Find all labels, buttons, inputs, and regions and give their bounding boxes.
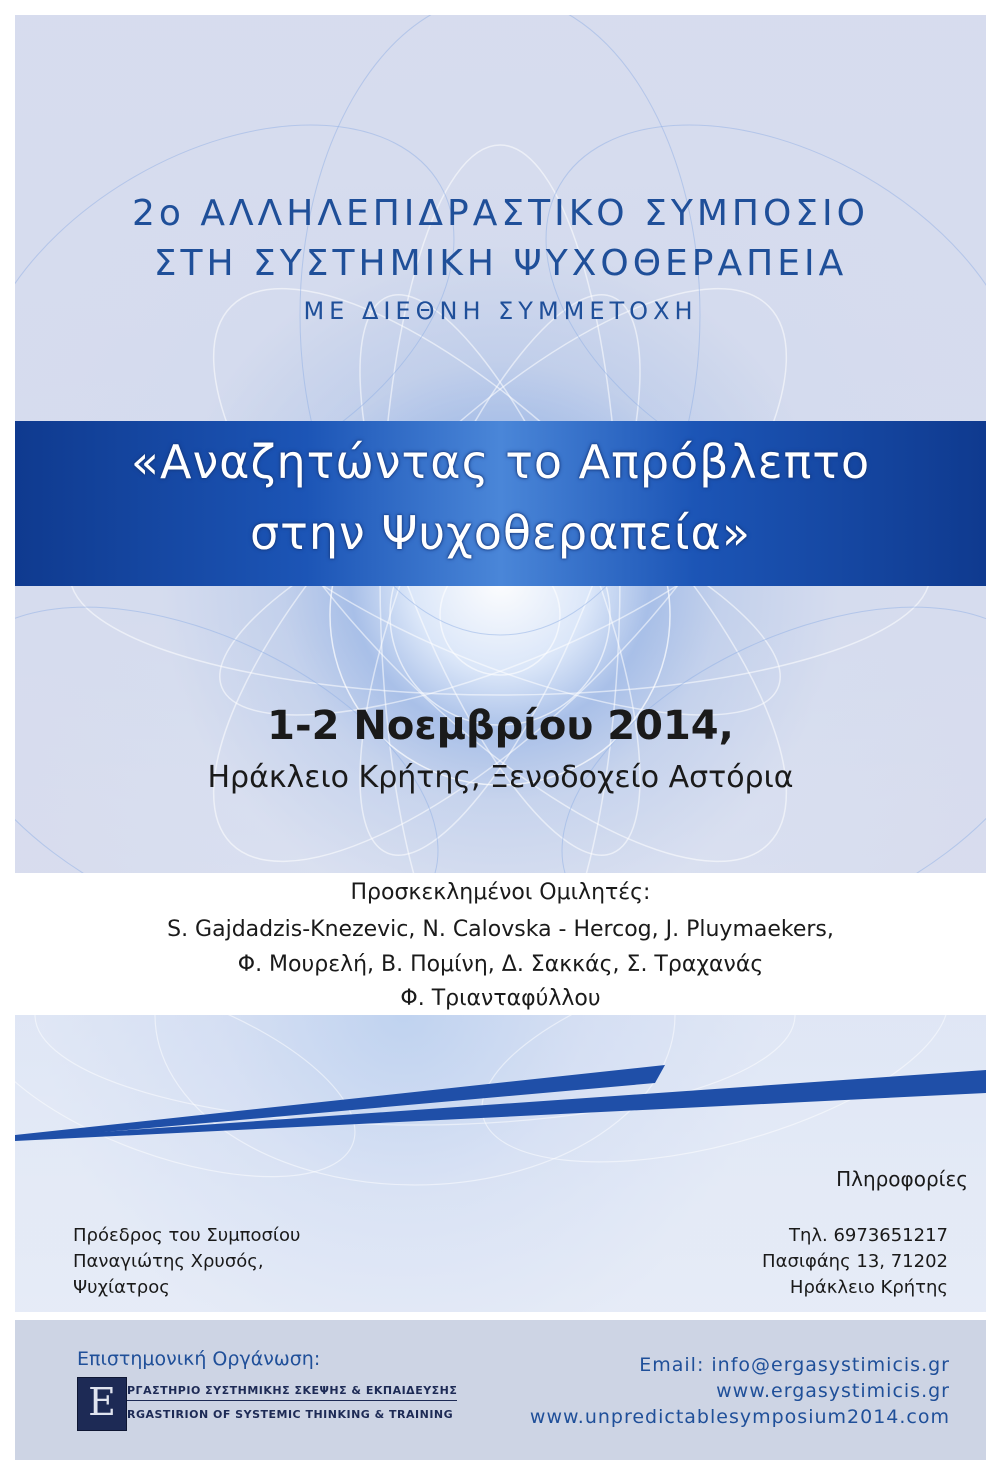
chair-role: Πρόεδρος του Συμποσίου [73, 1225, 301, 1246]
organization-logo [77, 1377, 458, 1429]
info-phone: Τηλ. 6973651217 [788, 1225, 948, 1246]
symposium-subtitle: ΜΕ ΔΙΕΘΝΗ ΣΥΜΜΕΤΟΧΗ [303, 297, 698, 325]
chair-title: Ψυχίατρος [73, 1277, 170, 1298]
speakers-line-2: Φ. Μουρελή, Β. Πομίνη, Δ. Σακκάς, Σ. Τραχανάς [237, 952, 764, 977]
footer [15, 1320, 986, 1460]
speakers-line-3: Φ. Τριανταφύλλου [400, 986, 601, 1011]
event-location: Ηράκλειο Κρήτης, Ξενοδοχείο Αστόρια [207, 760, 794, 795]
symposium-title-line-2: ΣΤΗ ΣΥΣΤΗΜΙΚΗ ΨΥΧΟΘΕΡΑΠΕΙΑ [153, 243, 848, 284]
theme-title-line-2: στην Ψυχοθεραπεία» [250, 506, 751, 560]
contacts-block [530, 1352, 950, 1430]
info-block [762, 1223, 948, 1301]
logo-text-english: RGASTIRION OF SYSTEMIC THINKING & TRAINING [127, 1408, 454, 1421]
theme-title-line-1: «Αναζητώντας το Απρόβλεπτο [130, 435, 871, 489]
chair-name: Παναγιώτης Χρυσός, [73, 1251, 264, 1272]
contact-email[interactable]: Email: info@ergasystimicis.gr [639, 1354, 950, 1376]
contact-website[interactable]: www.ergasystimicis.gr [716, 1380, 950, 1402]
details-section [15, 1015, 986, 1312]
organization-title: Επιστημονική Οργάνωση: [77, 1348, 321, 1370]
speakers-line-1: S. Gajdadzis-Knezevic, N. Calovska - Hercog, J. Pluymaekers, [167, 917, 834, 942]
event-date: 1-2 Νοεμβρίου 2014, [267, 703, 734, 749]
logo-text-greek: ΡΓΑΣΤΗΡΙΟ ΣΥΣΤΗΜΙΚΗΣ ΣΚΕΨΗΣ & ΕΚΠΑΙΔΕΥΣΗΣ [127, 1384, 457, 1401]
contact-symposium-website[interactable]: www.unpredictablesymposium2014.com [529, 1406, 950, 1428]
logo-icon [77, 1377, 127, 1431]
swoosh-lower [15, 1070, 986, 1141]
logo-letter: Ε [88, 1380, 116, 1424]
info-title: Πληροφορίες [836, 1167, 968, 1191]
hero-section [15, 15, 986, 873]
info-address: Πασιφάης 13, 71202 [762, 1251, 948, 1272]
speakers-title: Προσκεκλημένοι Ομιλητές: [350, 880, 651, 905]
symposium-title-line-1: 2ο ΑΛΛΗΛΕΠΙΔΡΑΣΤΙΚΟ ΣΥΜΠΟΣΙΟ [132, 193, 869, 234]
info-city: Ηράκλειο Κρήτης [789, 1277, 948, 1298]
chair-block [73, 1223, 300, 1301]
